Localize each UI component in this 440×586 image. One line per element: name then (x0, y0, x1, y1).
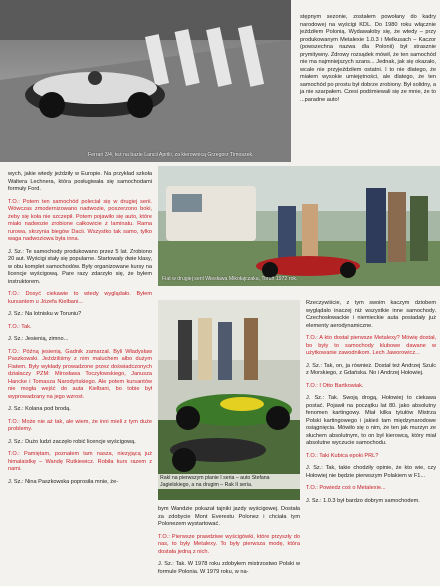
photo-race-car-3 (158, 300, 300, 500)
photo-race-car-1-image (0, 0, 291, 162)
paragraph: wych, jakie wtedy jeździły w Europie. Na przykład szkoła Waltera Lechnera, która posługiwała się samochodami formuły Ford. (8, 171, 152, 192)
paragraph: J. Sz.: Tak, takie chodziły opinie, że kto wie, czy Hołowiej nie będzie pierwszym Polakiem w F1... (306, 465, 436, 479)
left-column (8, 171, 152, 489)
paragraph: T.O.: Taki Kubica epoki PRL? (306, 452, 379, 459)
paragraph: T.O.: Pamiętam, poznałem tam nasza, niezyjącą już himalaistkę – Wandę Rutkiewicz. Robiła kurs razem z nami. (8, 451, 152, 472)
paragraph: T.O.: Pierwsze prawdziwe wyścigówki, które przyszły do nas, to były Metalexy. To były pierwsza modę, która dostała jedną z nich. (158, 533, 300, 555)
paragraph: J. Sz.: Tak. W 1978 roku zdobyłem mistrzostwo Polski w formule Polonia. W 1979 roku, w na- (158, 561, 300, 575)
paragraph: T.O.: Powiedz coś o Metalexie... (306, 485, 386, 491)
photo-race-car-2 (158, 166, 440, 286)
photo-race-car-2-caption: Fiat w drugiej serii Wiesława Mikołajczaka, Toruń 1972 rok. (162, 276, 298, 282)
paragraph: bym Wandzie pokazał tajniki jazdy wyścigowej. Dostała za zdobycie Mont Everestu Polonez i chciała tym Polonezem wystartować. (158, 506, 300, 527)
middle-column (158, 506, 300, 579)
paragraph: J. Sz.: Na lotnisku w Toruniu? (8, 311, 82, 317)
paragraph: T.O.: A kto dostał pierwsze Metalexy? Mówię dostał, bo były to samochody klubowe dawane w użytkowanie zawodnikom. Lech Jaworowicz... (306, 335, 436, 356)
paragraph: T.O.: Tak. (8, 323, 32, 330)
photo-race-car-3-caption: Rakl na pierwszym planie I seria – auto Stefana Jagielskiego, a na drugim – Rak II seria. (158, 474, 300, 489)
paragraph: stępnym sezonie, zostałem powołany do kadry narodowej na wyścigi KDL. Do 1980 roku włącznie jeździłem Polonią. Wydawałoby się, że wtedy – przy produkowanym Metalexie 1.0.3 i Melkusach – Kaczor (powszechna nazwa dla Polonii) był strasznie prymitywny. Zdrowy rozsądek mówił, że ten samochód nie ma najmniejszych szans... Jednak, jak się okazało, wcale nie przyjeździłem ostatni. I to nie dlatego, że miałem wysokie umiejętności, ale dlatego, że ten samochód po prostu był dobrze zrobiony. Był solidny, a ja nie szarpałem. Czesi podśmiewali się ze mnie, że to ...paradne auto! (300, 14, 436, 103)
right-column (306, 300, 436, 508)
paragraph: J. Sz.: Dużo ludzi zaczęło robić licencje wyścigową. (8, 438, 136, 445)
paragraph: T.O.: Późną jesienią. Gadnik zamarzał. Byli Władysław Paszkowski. Jeździliśmy z nim maluchem albo dużym Fiatem. Były wykłady prowadzone przez doświadczonych działaczy PZM: Mirosława Toczyłowskiego, Janusza Hancke i Tomasza Narodyńskiego. Ale potem kursantów nie mogła wejść do auta Kielbani, bo tobie był wyprowadzany na jego wzrost. (8, 348, 152, 400)
paragraph: T.O.: I Otto Bartkowiak. (306, 382, 364, 389)
paragraph: T.O.: Dosyć ciekawie to wtedy wyglądało. Byłem kursantem u Józefa Kielbani... (8, 291, 152, 305)
top-right-column (300, 14, 436, 107)
paragraph: J. Sz.: Tak. Swoją drogą, Hołowiej to ciekawa postać. Pojawił na początku lat 80. jako absolutny fenomen kartingowy. Miał kilka tytułów Mistrza Polski kartingowego i jakieś tam międzynarodowe osiągnięcia. Mówiło się o nim, że ten jak murzyn ze słuchem absolutnym, to on był kierowcą, który miał absolutne wyczucie samochodu. (306, 395, 436, 446)
paragraph: T.O.: Może nie aż tak, ale wiem, że inni mieli z tym duże problemy. (8, 418, 152, 432)
paragraph: J. Sz.: Kolana pod brodą. (8, 406, 71, 412)
photo-race-car-1 (0, 0, 291, 162)
paragraph: Rzeczywiście, z tym swoim kaczym dziobem wyglądało inaczej niż wszystkie inne samochody. Czechosłowackie i niemieckie auta posiadały już elementy aerodynamiczne. (306, 300, 436, 329)
paragraph: J. Sz.: Te samochody produkowano przez 5 lat. Zrobiono 20 aut. Wyścigi stały się popularne. Startowały dwie klasy, w obu komplet samochodów. Były organizowane kursy na licencje wyścigową. Pare razy zdarzyło się, że byłem instruktorem. (8, 248, 152, 285)
paragraph: J. Sz.: Tak, on, ja również. Dostał też Andrzej Szulc z Morskiego, z Gdańska. No i Andrzej Hołowiej. (306, 362, 436, 376)
paragraph: T.O.: Potem ten samochód poleciał się w drugiej serii. Wówczas zmodernizowano nadwozie, poszerzono boki, żeby się koła nie szczepił. Potem pojawiło się auto, które miało nadwozie zrobione całkowicie z laminatu. Rama rurowa, skrzynia biegów Dacii. Wszystko tak samo, tylko waga nadwoziowa była inna. (8, 198, 152, 242)
photo-race-car-2-image (158, 166, 440, 286)
photo-race-car-1-caption: Ferrari 3/4, też na bazie Lancii Aprilii, za kierownicą Grzegorz Timoszek. (88, 152, 254, 158)
paragraph: J. Sz.: Nina Paszkowska poprosiła mnie, że- (8, 478, 119, 485)
photo-race-car-3-image (158, 300, 300, 500)
paragraph: J. Sz.: 1.0.3 był bardzo dobrym samochodem. (306, 497, 420, 504)
paragraph: J. Sz.: Jesienią, zimno... (8, 336, 69, 342)
